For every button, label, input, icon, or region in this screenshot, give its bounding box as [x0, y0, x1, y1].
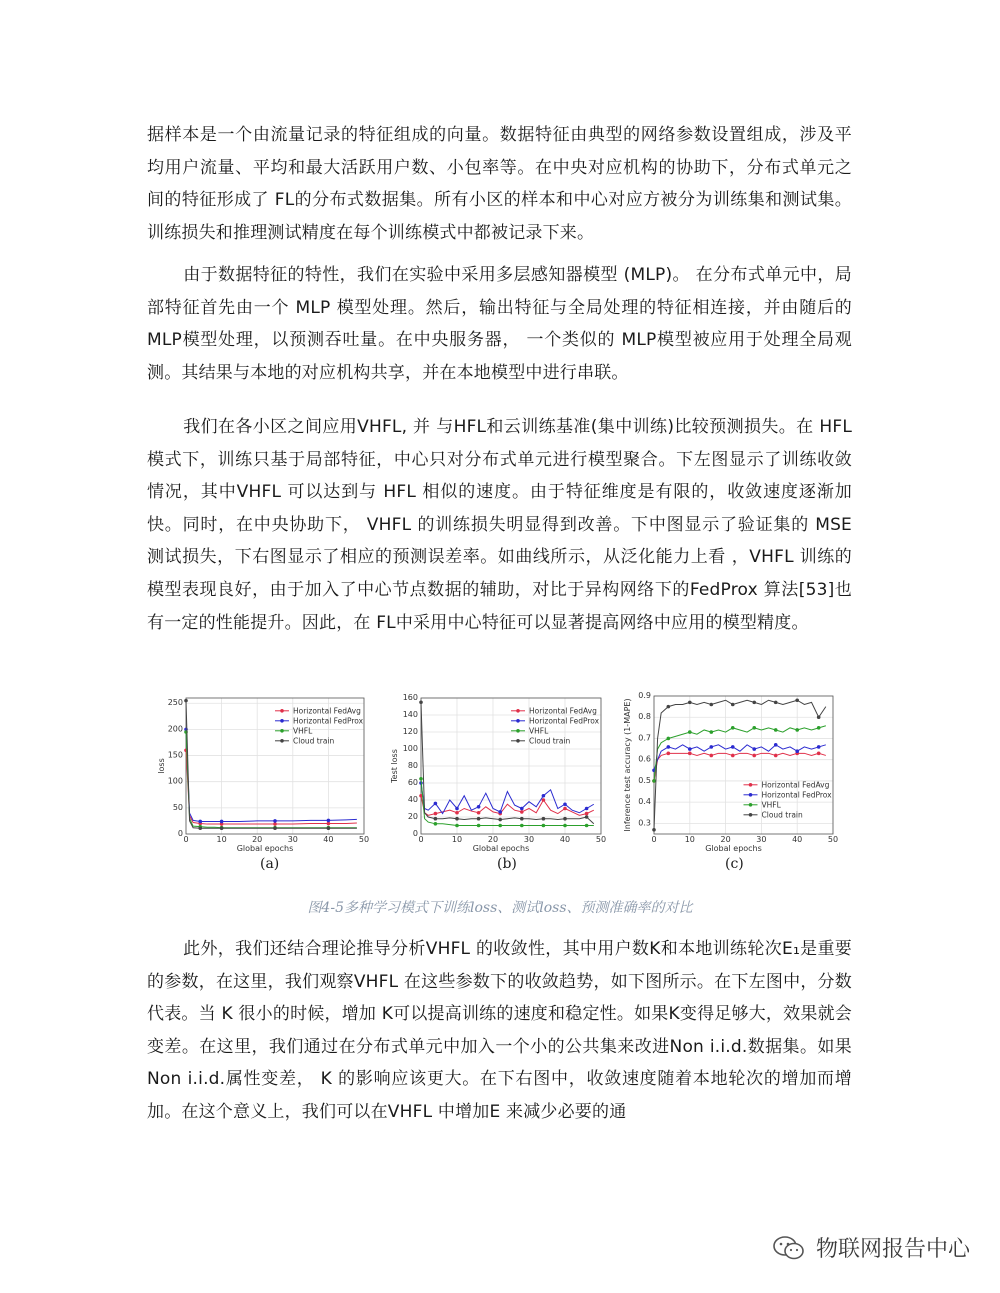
data-point [752, 754, 756, 758]
chart-c [624, 690, 839, 852]
data-point [542, 798, 546, 802]
data-point [419, 777, 423, 781]
legend-marker [280, 719, 284, 723]
data-point [688, 747, 692, 751]
data-point [434, 802, 438, 806]
data-point [327, 826, 331, 830]
data-point [498, 810, 502, 814]
y-tick-label: 60 [407, 778, 418, 787]
legend-marker [516, 739, 520, 743]
data-point [817, 745, 821, 749]
data-point [709, 754, 713, 758]
y-tick-label: 80 [407, 761, 418, 770]
y-tick-label: 160 [402, 693, 418, 702]
watermark [772, 1232, 970, 1263]
data-point [817, 715, 821, 719]
legend-label: Cloud train [761, 810, 803, 820]
data-point [542, 824, 546, 828]
y-tick-label: 0.9 [638, 691, 651, 700]
data-point [585, 812, 589, 816]
data-point [455, 824, 459, 828]
data-point [652, 779, 656, 783]
x-tick-label: 20 [487, 835, 499, 844]
legend-marker [749, 783, 753, 787]
legend-label: Cloud train [293, 736, 335, 746]
data-point [477, 817, 481, 821]
legend-marker [516, 719, 520, 723]
data-point [198, 826, 202, 830]
data-point [498, 824, 502, 828]
data-point [731, 703, 735, 707]
data-point [273, 822, 277, 826]
y-tick-label: 0.7 [638, 733, 651, 743]
x-tick-label: 30 [287, 835, 298, 844]
y-tick-label: 140 [402, 710, 418, 719]
y-tick-label: 0.6 [638, 754, 651, 764]
y-tick-label: 50 [172, 802, 183, 812]
figure-sublabel-a: (a) [260, 856, 280, 872]
x-tick-label: 20 [720, 835, 731, 844]
legend-label: VHFL [761, 800, 781, 810]
data-point [667, 752, 671, 756]
y-tick-label: 0.4 [638, 797, 651, 807]
data-point [542, 794, 546, 798]
data-point [795, 749, 799, 753]
legend-label: VHFL [293, 726, 313, 736]
chart-b [391, 690, 607, 852]
x-tick-label: 40 [323, 835, 334, 844]
data-point [731, 726, 735, 730]
data-point [498, 818, 502, 822]
data-point [434, 817, 438, 821]
data-point [667, 705, 671, 709]
data-point [731, 745, 735, 749]
x-axis-label: Global epochs [472, 844, 530, 853]
data-point [419, 700, 423, 704]
data-point [563, 817, 567, 821]
x-tick-label: 30 [756, 835, 767, 844]
legend-marker [280, 709, 284, 713]
x-tick-label: 0 [418, 835, 424, 844]
data-point [652, 828, 656, 832]
x-tick-label: 50 [827, 835, 839, 844]
data-point [563, 802, 567, 806]
legend-marker [749, 813, 753, 817]
x-tick-label: 40 [559, 835, 571, 844]
y-tick-label: 0 [177, 829, 183, 838]
data-point [327, 822, 331, 826]
y-axis-label: Test loss [390, 749, 399, 783]
y-tick-label: 200 [167, 724, 183, 734]
paragraph-2: 由于数据特征的特性，我们在实验中采用多层感知器模型 (MLP)。 在分布式单元中，局部特征首先由一个 MLP 模型处理。然后，输出特征与全局处理的特征相连接，并由随后的 MLP模型处理，以预测吞吐量。在中央服务器， 一个类似的 MLP模型被应用于处理全局观测。其结果与本地的对应机构共享，并在本地模型中进行串联。 [147, 265, 852, 383]
data-point [520, 807, 524, 811]
data-point [477, 805, 481, 809]
data-point [667, 745, 671, 749]
legend-marker [280, 739, 284, 743]
data-point [273, 819, 277, 823]
data-point [688, 701, 692, 705]
x-tick-label: 50 [358, 835, 370, 844]
data-point [709, 745, 713, 749]
legend-label: Horizontal FedProx [761, 790, 832, 800]
x-tick-label: 30 [523, 835, 535, 844]
chart-a [158, 690, 370, 852]
data-point [817, 726, 821, 730]
data-point [688, 752, 692, 756]
data-point [184, 699, 188, 703]
legend-marker [516, 729, 520, 733]
x-tick-label: 10 [216, 835, 227, 844]
y-tick-label: 0 [412, 829, 418, 838]
figure-sublabel-b: (b) [497, 856, 517, 872]
data-point [795, 698, 799, 702]
legend-label: VHFL [529, 726, 549, 736]
data-point [220, 820, 224, 824]
x-tick-label: 20 [252, 835, 263, 844]
data-point [542, 817, 546, 821]
legend-marker [749, 793, 753, 797]
watermark-text: 物联网报告中心 [815, 1237, 970, 1262]
data-point [585, 807, 589, 811]
data-point [455, 811, 459, 815]
data-point [817, 752, 821, 756]
data-point [520, 817, 524, 821]
x-tick-label: 10 [451, 835, 463, 844]
y-tick-label: 100 [167, 776, 183, 786]
y-tick-label: 40 [407, 795, 418, 804]
data-point [709, 730, 713, 734]
figure-sublabel-c: (c) [725, 856, 744, 872]
y-tick-label: 100 [402, 744, 418, 753]
data-point [688, 730, 692, 734]
x-tick-label: 0 [183, 835, 189, 844]
legend-marker [280, 729, 284, 733]
data-point [774, 728, 778, 732]
y-tick-label: 0.5 [638, 775, 651, 785]
y-tick-label: 120 [402, 727, 418, 736]
data-point [774, 754, 778, 758]
data-point [752, 726, 756, 730]
data-point [455, 807, 459, 811]
paragraph-1: 据样本是一个由流量记录的特征组成的向量。数据特征由典型的网络参数设置组成，涉及平均用户流量、平均和最大活跃用户数、小包率等。在中央对应机构的协助下，分布式单元之间的特征形成了 FL的分布式数据集。所有小区的样本和中心对应方被分为训练集和测试集。训练损失和推理测试精度在每个训练模式中都被记录下来。 [147, 125, 852, 243]
data-point [752, 747, 756, 751]
data-point [455, 817, 459, 821]
y-tick-label: 250 [167, 698, 183, 708]
x-tick-label: 50 [595, 835, 607, 844]
data-point [731, 754, 735, 758]
x-tick-label: 0 [651, 835, 657, 844]
data-point [477, 824, 481, 828]
x-axis-label: Global epochs [705, 844, 762, 853]
y-tick-label: 0.8 [638, 712, 651, 722]
x-tick-label: 40 [792, 835, 803, 844]
data-point [273, 826, 277, 830]
y-axis-label: Inference test accuracy (1-MAPE) [623, 698, 632, 832]
data-point [477, 811, 481, 815]
legend-marker [516, 709, 520, 713]
data-point [667, 737, 671, 741]
data-point [434, 812, 438, 816]
data-point [774, 701, 778, 705]
legend-label: Horizontal FedAvg [293, 706, 361, 716]
legend-label: Cloud train [529, 736, 571, 746]
paragraph-3: 我们在各小区之间应用VHFL, 并 与HFL和云训练基准(集中训练)比较预测损失。在 HFL 模式下，训练只基于局部特征，中心只对分布式单元进行模型聚合。下左图显示了训练收敛情况，其中VHFL 可以达到与 HFL 相似的速度。由于特征维度是有限的，收敛速度逐渐加快。同时，在中央协助下， VHFL 的训练损失明显得到改善。下中图显示了验证集的 MSE 测试损失，下右图显示了相应的预测误差率。如曲线所示，从泛化能力上看 ，VHFL 训练的模型表现良好，由于加入了中心节点数据的辅助，对比于异构网络下的FedProx 算法[53]也有一定的性能提升。因此，在 FL中采用中心特征可以显著提高网络中应用的模型精度。 [147, 417, 852, 633]
y-axis-label: loss [157, 758, 166, 774]
data-point [520, 810, 524, 814]
figure-caption: 图4-5多种学习模式下训练loss、测试loss、预测准确率的对比 [307, 900, 693, 916]
data-point [563, 807, 567, 811]
data-point [198, 820, 202, 824]
x-axis-label: Global epochs [236, 844, 294, 853]
legend-label: Horizontal FedProx [529, 716, 600, 726]
wechat-icon [772, 1235, 806, 1261]
y-tick-label: 0.3 [638, 818, 651, 828]
legend-label: Horizontal FedProx [293, 716, 364, 726]
data-point [752, 701, 756, 705]
y-tick-label: 20 [407, 812, 418, 821]
legend-marker [749, 803, 753, 807]
data-point [795, 728, 799, 732]
x-tick-label: 10 [684, 835, 695, 844]
data-point [220, 826, 224, 830]
legend-label: Horizontal FedAvg [529, 706, 597, 716]
data-point [434, 822, 438, 826]
paragraph-4: 此外，我们还结合理论推导分析VHFL 的收敛性，其中用户数K和本地训练轮次E₁是重要的参数，在这里，我们观察VHFL 在这些参数下的收敛趋势，如下图所示。在下左图中，分数代表。当 K 很小的时候，增加 K可以提高训练的速度和稳定性。如果K变得足够大，效果就会变差。在这里，我们通过在分布式单元中加入一个小的公共集来改进Non i.i.d.数据集。如果 Non i.i.d.属性变差， K 的影响应该更大。在下右图中，收敛速度随着本地轮次的增加而增加。在这个意义上，我们可以在VHFL 中增加E 来减少必要的通 [147, 939, 852, 1122]
data-point [520, 824, 524, 828]
data-point [709, 703, 713, 707]
data-point [585, 824, 589, 828]
data-point [774, 743, 778, 747]
data-point [563, 824, 567, 828]
data-point [327, 819, 331, 823]
legend-label: Horizontal FedAvg [761, 780, 830, 790]
y-tick-label: 150 [167, 750, 183, 760]
data-point [585, 815, 589, 819]
